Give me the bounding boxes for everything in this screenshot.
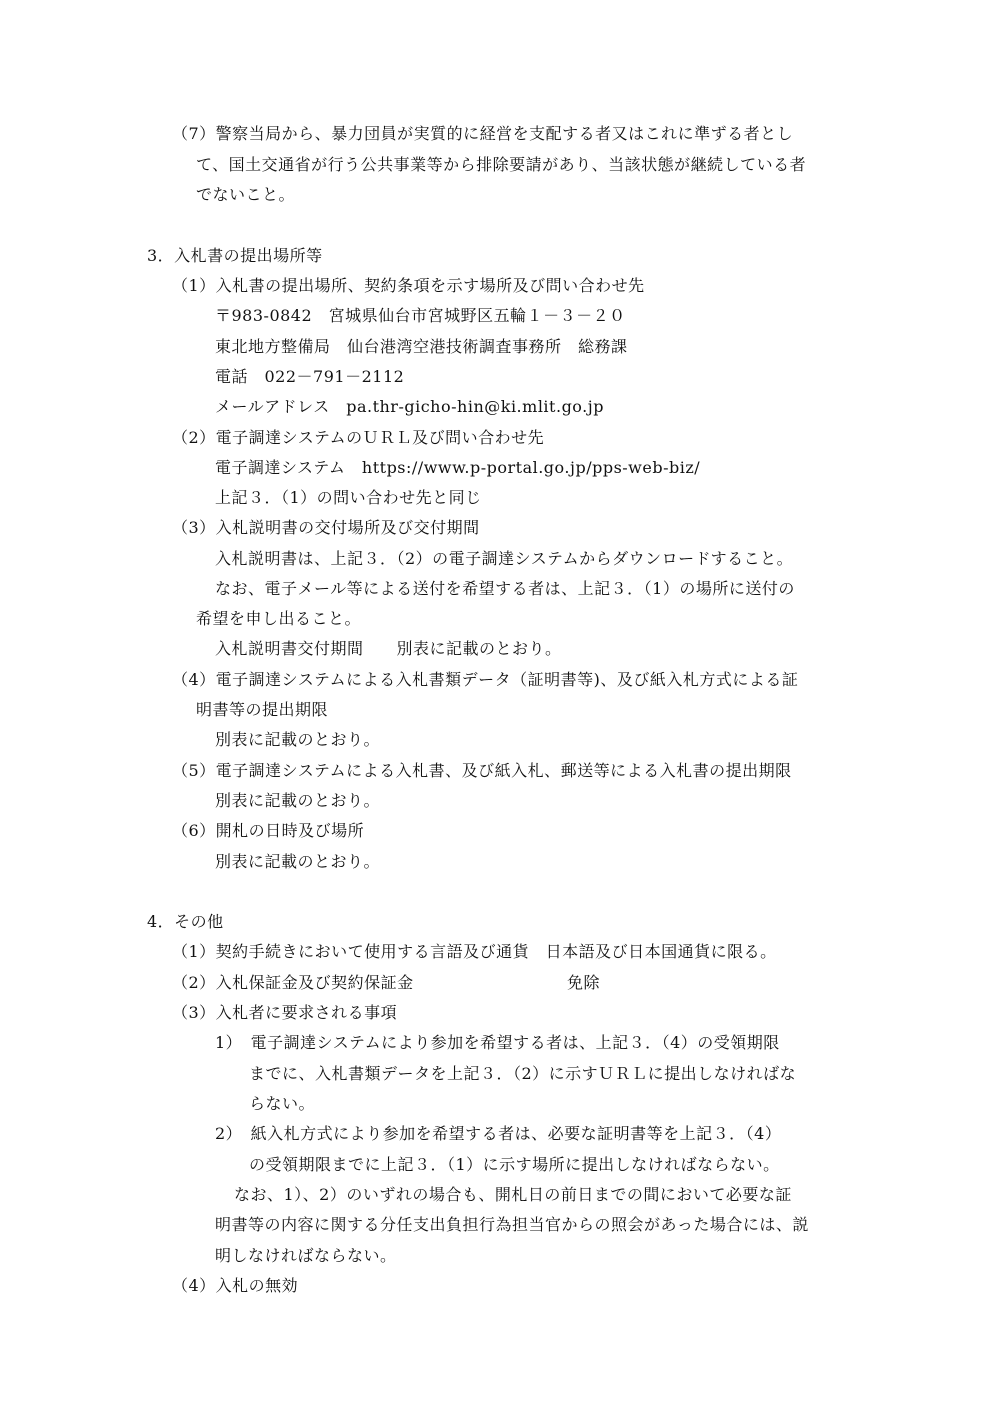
- item-7-line-1: （7）警察当局から、暴力団員が実質的に経営を支配する者又はこれに準ずる者とし: [172, 124, 794, 143]
- section-3-5-heading: （5）電子調達システムによる入札書、及び紙入札、郵送等による入札書の提出期限: [172, 761, 792, 780]
- section-4-3-2-line-1: 2） 紙入札方式により参加を希望する者は、必要な証明書等を上記３．（4）: [215, 1124, 782, 1143]
- section-3-6-heading: （6）開札の日時及び場所: [172, 821, 365, 840]
- item-7-line-2: て、国土交通省が行う公共事業等から排除要請があり、当該状態が継続している者: [196, 155, 807, 174]
- section-4-3-heading: （3）入札者に要求される事項: [172, 1003, 398, 1022]
- section-3-5-body: 別表に記載のとおり。: [215, 791, 381, 810]
- section-4-2: （2）入札保証金及び契約保証金: [172, 973, 414, 992]
- section-4-1: （1）契約手続きにおいて使用する言語及び通貨 日本語及び日本国通貨に限る。: [172, 942, 777, 961]
- section-3-4-body: 別表に記載のとおり。: [215, 730, 381, 749]
- portal-url: 電子調達システム https://www.p-portal.go.jp/pps-web-biz/: [215, 458, 701, 477]
- section-4-3-1-line-2: までに、入札書類データを上記３．（2）に示すＵＲＬに提出しなければな: [249, 1064, 797, 1083]
- office-name: 東北地方整備局 仙台港湾空港技術調査事務所 総務課: [215, 337, 628, 356]
- email-address: メールアドレス pa.thr-gicho-hin@ki.mlit.go.jp: [215, 397, 604, 416]
- postal-address: 〒983-0842 宮城県仙台市宮城野区五輪１－３－２０: [215, 306, 626, 325]
- same-contact-note: 上記３．（1）の問い合わせ先と同じ: [215, 488, 482, 507]
- section-3-2-heading: （2）電子調達システムのＵＲＬ及び問い合わせ先: [172, 428, 545, 447]
- section-4-4-heading: （4）入札の無効: [172, 1276, 299, 1295]
- section-4-3-2-line-2: の受領期限までに上記３．（1）に示す場所に提出しなければならない。: [249, 1155, 780, 1174]
- section-3-3-line-1: 入札説明書は、上記３．（2）の電子調達システムからダウンロードすること。: [215, 549, 794, 568]
- section-4-2-value: 免除: [567, 973, 601, 992]
- section-4-heading: 4．その他: [147, 912, 224, 931]
- section-4-3-note-line-2: 明書等の内容に関する分任支出負担行為担当官からの照会があった場合には、説: [215, 1215, 809, 1234]
- section-4-3-note-line-3: 明しなければならない。: [215, 1246, 397, 1265]
- section-3-6-body: 別表に記載のとおり。: [215, 852, 381, 871]
- section-3-3-line-3: 希望を申し出ること。: [196, 609, 362, 628]
- item-7-line-3: でないこと。: [196, 185, 296, 204]
- section-4-3-note-line-1: なお、1）、2）のいずれの場合も、開札日の前日までの間において必要な証: [234, 1185, 792, 1204]
- section-3-4-heading-cont: 明書等の提出期限: [196, 700, 329, 719]
- section-4-3-1-line-1: 1） 電子調達システムにより参加を希望する者は、上記３．（4）の受領期限: [215, 1033, 780, 1052]
- section-3-4-heading: （4）電子調達システムによる入札書類データ（証明書等)、及び紙入札方式による証: [172, 670, 799, 689]
- section-3-3-line-2: なお、電子メール等による送付を希望する者は、上記３．（1）の場所に送付の: [215, 579, 795, 598]
- section-3-heading: 3．入札書の提出場所等: [147, 246, 323, 265]
- section-3-1-heading: （1）入札書の提出場所、契約条項を示す場所及び問い合わせ先: [172, 276, 645, 295]
- section-4-3-1-line-3: らない。: [249, 1094, 316, 1113]
- phone-number: 電話 022－791－2112: [215, 367, 405, 386]
- section-3-3-heading: （3）入札説明書の交付場所及び交付期間: [172, 518, 480, 537]
- section-3-3-line-4: 入札説明書交付期間 別表に記載のとおり。: [215, 639, 562, 658]
